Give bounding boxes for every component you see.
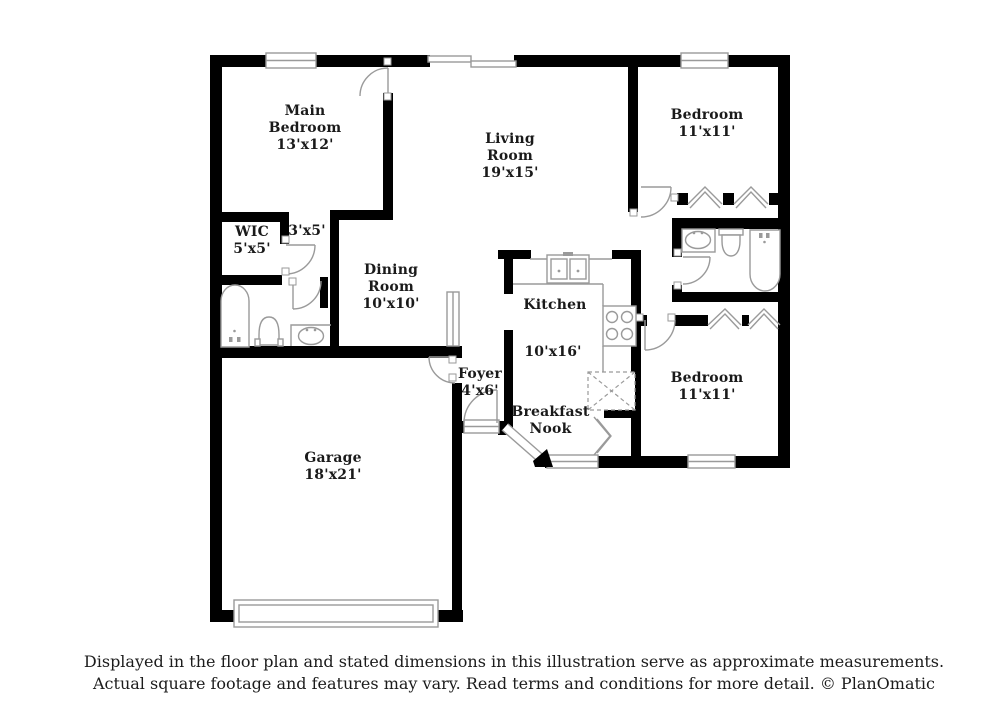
second-bathroom-fixtures — [682, 229, 780, 291]
disclaimer — [14, 651, 1000, 695]
main-bathroom-fixtures — [221, 285, 331, 347]
room-label-breakfast-nook: Breakfast Nook — [511, 404, 590, 437]
bifold-door-icon — [734, 187, 768, 208]
disclaimer-line-1: Displayed in the floor plan and stated dimensions in this illustration serve as approximate measurements. — [83, 652, 945, 671]
room-label-main-bedroom: Main Bedroom 13'x12' — [268, 103, 342, 153]
window-icon — [547, 455, 598, 468]
room-label-living-room: Living Room 19'x15' — [481, 131, 539, 181]
room-label-closet: 3'x5' — [288, 223, 326, 239]
cased-opening-icon — [447, 292, 459, 346]
bathtub-icon — [221, 285, 249, 347]
window-icon — [688, 455, 735, 468]
room-label-garage: Garage 18'x21' — [304, 450, 362, 483]
window-icon — [681, 53, 728, 68]
stove-icon — [603, 306, 636, 346]
sink-icon — [682, 229, 715, 252]
window-jog-icon — [428, 56, 516, 67]
bifold-door-icon — [748, 309, 780, 329]
bathtub-icon — [750, 230, 780, 291]
door-arc-main-bedroom — [360, 68, 388, 96]
door-arc-bedroom-se — [645, 320, 675, 350]
door-arc-main-bath — [293, 281, 321, 309]
bifold-door-icon — [688, 187, 722, 208]
toilet-icon — [255, 317, 283, 346]
sink-icon — [291, 325, 331, 346]
room-label-foyer: Foyer 4'x6' — [458, 366, 502, 399]
room-label-wic: WIC 5'x5' — [233, 224, 271, 257]
room-label-dining-room: Dining Room 10'x10' — [362, 262, 420, 312]
room-label-kitchen: Kitchen — [523, 297, 587, 313]
window-icon — [266, 53, 316, 68]
door-arc-bedroom-ne — [641, 187, 671, 217]
room-label-bedroom-se: Bedroom 11'x11' — [670, 370, 744, 403]
disclaimer-line-2: Actual square footage and features may vary. Read terms and conditions for more detail. © PlanOmatic — [93, 674, 935, 693]
entry-threshold-icon — [464, 420, 499, 433]
room-label-kitchen-dims: 10'x16' — [524, 344, 582, 360]
bifold-door-icon — [708, 309, 741, 329]
kitchen-sink-icon — [547, 252, 589, 283]
kitchen-fixtures — [513, 252, 636, 410]
toilet-icon — [719, 229, 743, 256]
room-label-bedroom-ne: Bedroom 11'x11' — [670, 107, 744, 140]
garage-door-icon — [234, 600, 438, 627]
door-arc-bath2 — [683, 257, 710, 284]
door-arc-wic — [286, 245, 315, 274]
